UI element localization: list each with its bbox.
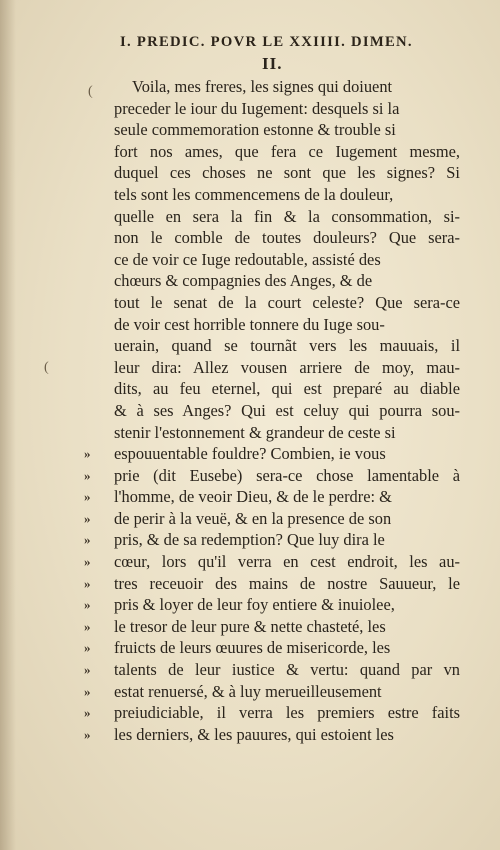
text-line-content: uerain, quand se tournãt vers les mauuais, il	[114, 336, 461, 356]
text-line-content: ce de voir ce Iuge redoutable, assisté des	[114, 249, 381, 269]
quotation-margin-mark: »	[84, 446, 91, 462]
text-line-content: cœur, lors qu'il verra en cest endroit, les au-	[114, 552, 460, 572]
text-line-content: de perir à la veuë, & en la presence de son	[114, 508, 392, 528]
text-line	[114, 184, 460, 206]
text-line-content: pris, & de sa redemption? Que luy dira le	[114, 530, 385, 550]
quotation-margin-mark: »	[84, 575, 91, 591]
quotation-margin-mark: »	[84, 726, 91, 742]
text-line-content: seule commemoration estonne & trouble si	[114, 120, 396, 140]
text-line-content: tres receuoir des mains de nostre Sauueur, le	[114, 573, 461, 593]
text-line	[114, 141, 460, 163]
text-line-content: prie (dit Eusebe) sera-ce chose lamentable à	[114, 465, 460, 485]
text-line-content: dits, au feu eternel, qui est preparé au diable	[114, 379, 461, 399]
text-line	[114, 76, 460, 98]
text-line	[114, 206, 460, 228]
text-line	[114, 314, 460, 336]
text-line-content: l'homme, de veoir Dieu, & de le perdre: &	[114, 487, 392, 507]
quotation-margin-mark: »	[84, 683, 91, 699]
text-line	[84, 681, 460, 703]
spine-shadow	[0, 0, 16, 850]
text-line	[84, 465, 460, 487]
text-line-content: tout le senat de la court celeste? Que sera-ce	[114, 292, 461, 312]
text-line-content: le tresor de leur pure & nette chasteté, les	[114, 616, 386, 636]
text-line-content: stenir l'estonnement & grandeur de ceste si	[114, 422, 396, 442]
quotation-margin-mark: »	[84, 662, 91, 678]
text-line	[114, 249, 460, 271]
text-line-content: tels sont les commencemens de la douleur,	[114, 184, 394, 204]
text-line	[114, 357, 460, 379]
text-line	[84, 637, 460, 659]
quotation-margin-mark: »	[84, 467, 91, 483]
text-line-content: espouuentable fouldre? Combien, ie vous	[114, 444, 386, 464]
quotation-margin-mark: »	[84, 597, 91, 613]
text-line	[84, 702, 461, 724]
text-line	[84, 594, 460, 616]
text-line-content: preceder le iour du Iugement: desquels si la	[114, 98, 400, 118]
section-number: II.	[262, 54, 283, 73]
text-line-content: non le comble de toutes douleurs? Que sera-	[114, 228, 460, 248]
text-line	[84, 659, 460, 681]
text-line-content: les derniers, & les pauures, qui estoient les	[114, 724, 394, 744]
text-line	[84, 616, 460, 638]
text-line-content: preiudiciable, il verra les premiers estre faits	[114, 703, 461, 723]
text-line	[114, 119, 460, 141]
text-line	[114, 98, 460, 120]
text-line	[84, 551, 460, 573]
running-head: I. PREDIC. POVR LE XXIIII. DIMEN.	[120, 34, 413, 50]
text-line-content: chœurs & compagnies des Anges, & de	[114, 271, 373, 291]
text-line	[114, 400, 460, 422]
quotation-margin-mark: »	[84, 705, 91, 721]
quotation-margin-mark: »	[84, 510, 91, 526]
text-line	[114, 162, 460, 184]
text-line	[114, 422, 460, 444]
text-line-content: estat renuersé, & à luy merueilleusement	[114, 681, 382, 701]
text-line-content: de voir cest horrible tonnere du Iuge sou-	[114, 314, 385, 334]
quotation-margin-mark: »	[84, 554, 91, 570]
text-line	[114, 292, 460, 314]
text-line-content: fruicts de leurs œuures de misericorde, les	[114, 638, 391, 658]
text-line-content: fort nos ames, que fera ce Iugement mesme,	[114, 141, 460, 161]
text-line	[84, 443, 460, 465]
text-line	[114, 270, 460, 292]
quotation-margin-mark: »	[84, 489, 91, 505]
quotation-margin-mark: »	[84, 640, 91, 656]
text-line	[84, 529, 460, 551]
stray-margin-mark: (	[88, 84, 93, 99]
text-line	[84, 508, 460, 530]
text-line	[114, 227, 460, 249]
stray-margin-mark: (	[44, 360, 49, 375]
text-line	[114, 335, 460, 357]
quotation-margin-mark: »	[84, 618, 91, 634]
text-line-content: pris & loyer de leur foy entiere & inuiolee,	[114, 595, 395, 615]
text-line	[84, 486, 460, 508]
body-text	[84, 76, 461, 745]
text-line-content: & à ses Anges? Qui est celuy qui pourra sou-	[114, 400, 461, 420]
text-line	[114, 378, 460, 400]
text-line-content: Voila, mes freres, les signes qui doiuent	[132, 77, 393, 96]
text-line-content: duquel ces choses ne sont que les signes? Si	[114, 163, 460, 183]
quotation-margin-mark: »	[84, 532, 91, 548]
text-line-content: quelle en sera la fin & la consommation, si-	[114, 206, 460, 226]
text-line-content: leur dira: Allez vousen arriere de moy, mau-	[114, 357, 460, 377]
text-line	[84, 573, 461, 595]
text-line	[84, 724, 460, 746]
text-line-content: talents de leur iustice & vertu: quand par vn	[114, 660, 460, 680]
